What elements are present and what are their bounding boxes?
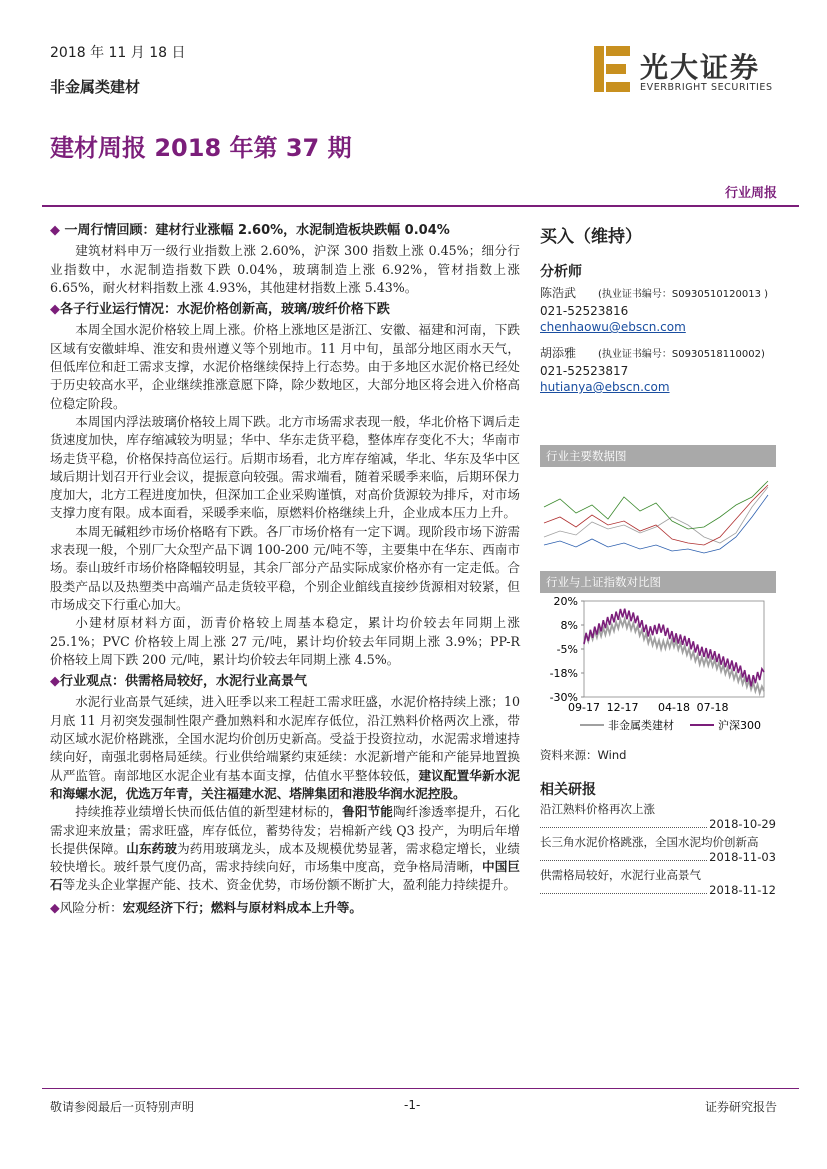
chart2-title: 行业与上证指数对比图 (540, 571, 776, 593)
diamond-icon: ◆ (50, 674, 60, 690)
y-tick-label: 20% (553, 595, 578, 608)
sector-name: 非金属类建材 (50, 78, 141, 96)
analyst-heading: 分析师 (540, 264, 582, 280)
sidebar (540, 218, 776, 898)
paragraph: 建筑材料申万一级行业指数上涨 2.60%，沪深 300 指数上涨 0.45%；细分行业指数中，水泥制造指数下跌 0.04%，玻璃制造上涨 6.92%，管材指数上涨 6.65%，耐火材料指数上涨 4.93%，其他建材指数上涨 5.43%。 (50, 243, 520, 295)
report-date: 2018 年 11 月 18 日 (50, 45, 186, 61)
series-line-0 (584, 619, 764, 693)
paragraph: 本周全国水泥价格较上周上涨。价格上涨地区是浙江、安徽、福建和河南，下跌区域有安徽蚌埠、淮安和贵州遵义等个别地市。11 月中旬，虽部分地区雨水天气，但低库位和赶工需求支撑，水泥价格继续保持上行态势。由于多地区水泥价格已经处于历史较高水平，企业继续推涨意愿下降，除少数地区，大部分地区将会进入价格高位稳定阶段。 (50, 322, 520, 411)
chart1-title: 行业主要数据图 (540, 445, 776, 467)
section-heading: ◆ 一周行情回顾：建材行业涨幅 2.60%，水泥制造板块跌幅 0.04% (50, 223, 450, 238)
analyst-email-link[interactable]: chenhaowu@ebscn.com (540, 320, 686, 334)
related-report-item[interactable]: 沿江熟料价格再次上涨 2018-10-29 (540, 802, 776, 831)
analyst-2: 胡添雅 (执业证书编号：S0930518110002) 021-52523817 hutianya@ebscn.com (540, 345, 776, 395)
y-tick-label: -18% (549, 667, 578, 680)
doc-type-label: 行业周报 (724, 186, 777, 201)
diamond-icon: ◆ (50, 899, 60, 915)
header-divider (42, 205, 799, 207)
chart-source: 资料来源：Wind (540, 748, 627, 762)
related-report-item[interactable]: 长三角水泥价格跳涨，全国水泥均价创新高 2018-11-03 (540, 835, 776, 864)
page-number: -1- (404, 1098, 421, 1112)
main-content (50, 218, 520, 917)
paragraph: 本周国内浮法玻璃价格较上周下跌。北方市场需求表现一般，华北价格下调后走货速度加快，库存缩减较为明显；华中、华东走货平稳，整体库存变化不大；华南市场走货平稳，价格保持高位运行。后期市场看，北方库存缩减，华北、华东及华中区域后期计划召开行业会议，提振意向较强。需求端看，随着采暖季来临，后期环保力度加大，北方工程进度加快，但深加工企业采购谨慎，对高价货源较为排斥，对市场支撑力度有限。成本面看，采暖季来临，原燃料价格继续上升，企业成本压力上升。 (50, 413, 520, 521)
footer-disclaimer: 敬请参阅最后一页特别声明 (50, 1100, 195, 1114)
y-tick-label: 8% (560, 619, 578, 632)
legend-label: 沪深300 (718, 719, 761, 732)
x-tick-label: 04-18 (658, 701, 690, 714)
diamond-icon: ◆ (50, 302, 60, 318)
section-heading: ◆行业观点：供需格局较好，水泥行业高景气 (50, 674, 308, 690)
related-report-item[interactable]: 供需格局较好，水泥行业高景气 2018-11-12 (540, 868, 776, 897)
company-logo (590, 44, 780, 96)
comparison-chart (540, 593, 776, 741)
industry-data-chart (540, 467, 776, 563)
paragraph: 本周无碱粗纱市场价格略有下跌。各厂市场价格有一定下调。现阶段市场下游需求表现一般，个别厂大众型产品下调 100-200 元/吨不等，主要集中在华东、西南市场。泰山玻纤市场价格降幅较明显，其余厂部分产品实际成家价格亦有一定走低。合股类产品以及热塑类中高端产品走货较平稳，个别企业館线直接纱货源相对较紧，但市场成交下行重心加大。 (50, 523, 520, 612)
legend-label: 非金属类建材 (608, 719, 674, 732)
x-tick-label: 09-17 (568, 701, 600, 714)
paragraph: 持续推荐业绩增长快而低估值的新型建材标的，鲁阳节能陶纤渗透率提升，石化需求迎来放量；需求旺盛，库存低位，蓄势待发；岩棉新产线 Q3 投产，为明后年增长提供保障。山东药玻为药用玻璃龙头，成本及规模优势显著，需求稳定增长，业绩较快增长。玻纤景气度仍高，需求持续向好，市场集中度高，竞争格局清晰，中国巨石等龙头企业掌握产能、技术、资金优势，市场份额不断扩大，盈利能力持续提升。 (50, 804, 521, 893)
logo-mark-icon (590, 44, 634, 94)
section-heading: ◆各子行业运行情况：水泥价格创新高，玻璃/玻纤价格下跌 (50, 302, 390, 318)
diamond-icon: ◆ (50, 223, 60, 238)
logo-chinese: 光大证券 (640, 51, 761, 84)
related-reports (540, 802, 776, 898)
y-tick-label: -30% (549, 691, 578, 704)
paragraph: 水泥行业高景气延续，进入旺季以来工程赶工需求旺盛，水泥价格持续上涨；10 月底 11 月初突发强制性限产叠加熟料和水泥库存低位，沿江熟料价格两次上涨，带动区域水泥价格跳涨，全国水泥均价创历史新高。受益于投资拉动，水泥需求增速持续向好，南强北弱格局延续。行业供给端紧约束延续：水泥新增产能和产能异地置换从严监管。南部地区水泥企业有基本面支撑，估值水平整体较低，建议配置华新水泥和海螺水泥，优选万年青，关注福建水泥、塔牌集团和港股华润水泥控股。 (50, 694, 521, 801)
risk-analysis: ◆风险分析：宏观经济下行；燃料与原材料成本上升等。 (50, 899, 362, 915)
analyst-1: 陈浩武 (执业证书编号：S0930510120013 ) 021-52523816 chenhaowu@ebscn.com (540, 285, 776, 335)
footer-report-type: 证券研究报告 (704, 1100, 777, 1114)
footer-divider (42, 1088, 799, 1089)
analyst-email-link[interactable]: hutianya@ebscn.com (540, 380, 670, 394)
related-heading: 相关研报 (540, 782, 596, 798)
logo-english: EVERBRIGHT SECURITIES (640, 82, 773, 93)
paragraph: 小建材原材料方面，沥青价格较上周基本稳定，累计均价较去年同期上涨 25.1%；PVC 价格较上周上涨 27 元/吨，累计均价较去年同期上涨 3.9%；PP-R 价格较上周下跌 200 元/吨，累计均价较去年同期上涨 4.5%。 (50, 615, 520, 667)
x-tick-label: 07-18 (696, 701, 729, 714)
y-tick-label: -5% (556, 643, 578, 656)
rating: 买入（维持） (540, 227, 642, 247)
x-tick-label: 12-17 (606, 701, 639, 714)
page-title: 建材周报 2018 年第 37 期 (50, 134, 352, 162)
